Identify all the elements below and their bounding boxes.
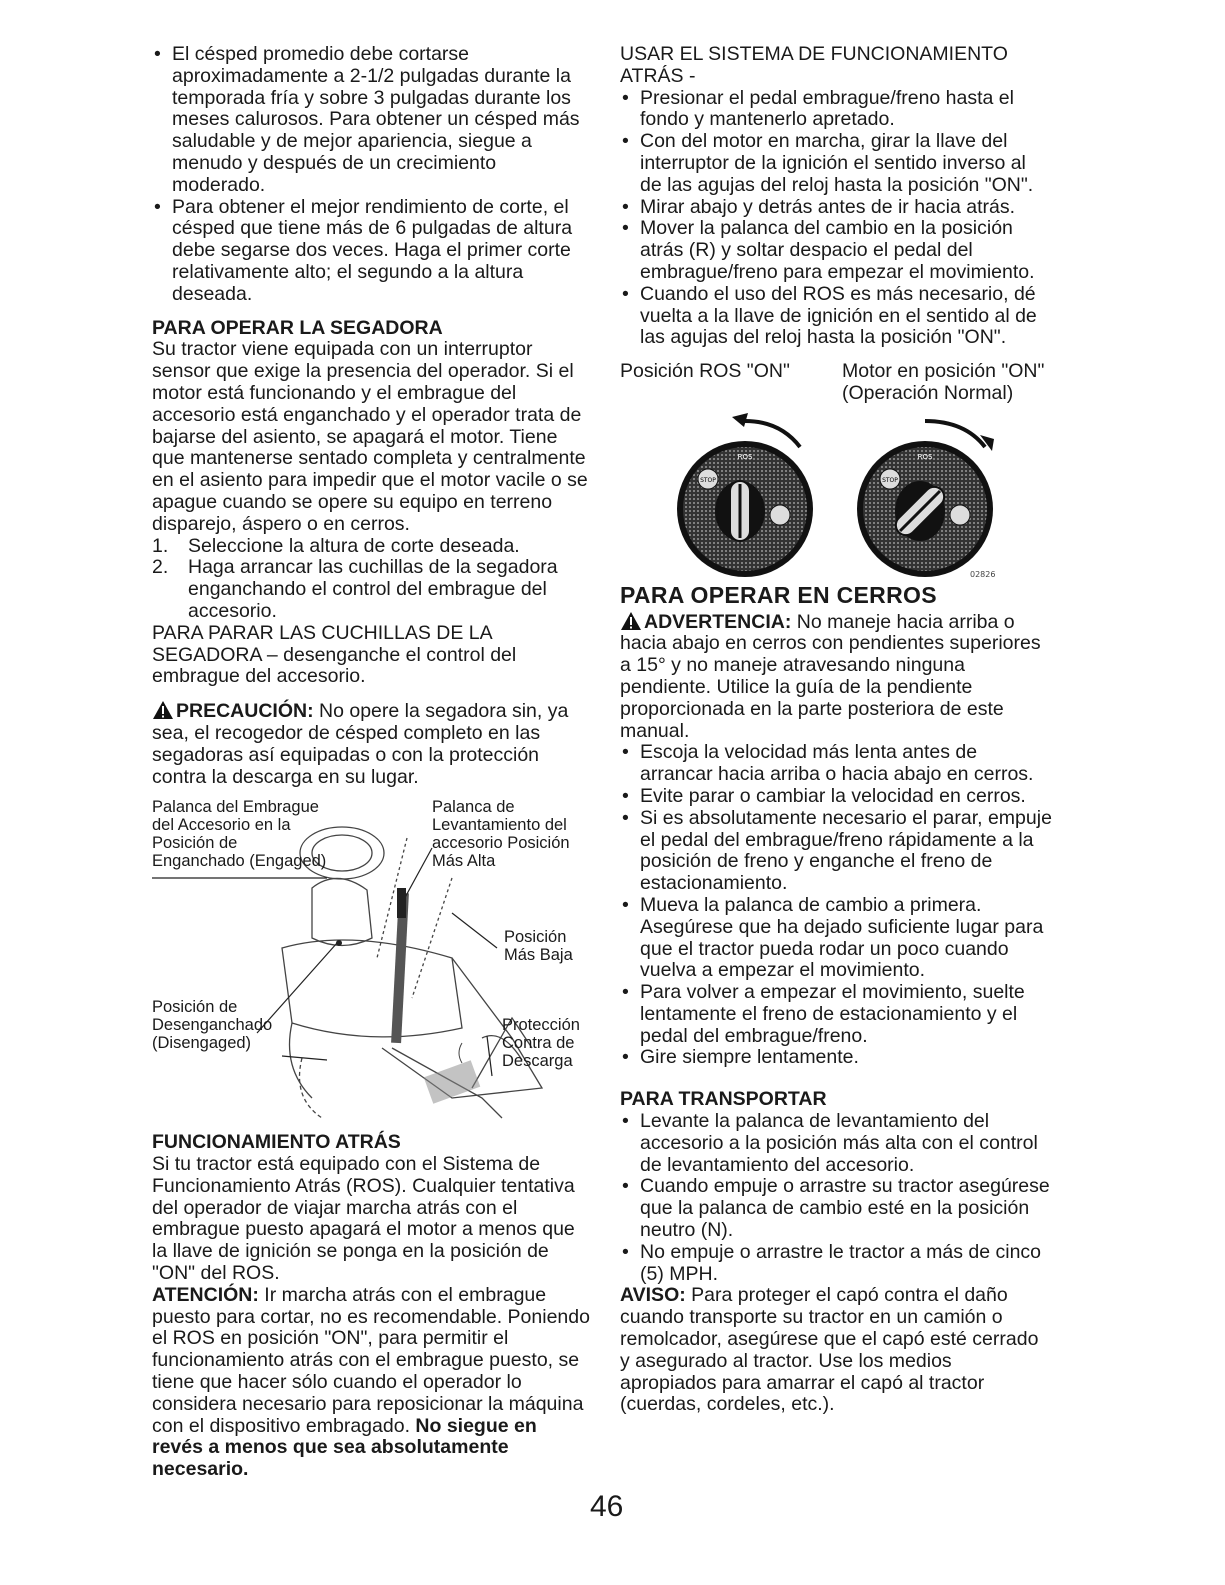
section-heading-operar: PARA OPERAR LA SEGADORA <box>152 316 443 339</box>
advertencia-paragraph: ADVERTENCIA: No maneje hacia arriba o hacia abajo en cerros con pendientes superiores a 15° y no maneje atravesando ninguna pendiente. Utilice la guía de la pendiente proporcionada en la parte posteriora de este manual. <box>620 610 1041 742</box>
page-number: 46 <box>590 1490 624 1523</box>
precaucion-paragraph: PRECAUCIÓN: No opere la segadora sin, ya sea, el recogedor de césped completo en las segadoras así equipadas o con la protección contra la descarga en su lugar. <box>152 700 569 788</box>
svg-text:STOP: STOP <box>882 476 898 484</box>
label-engaged: Palanca del Embrague del Accesorio en la Posición de Enganchado (Engaged) <box>152 798 327 871</box>
list-item: • Para obtener el mejor rendimiento de corte, el césped que tiene más de 6 pulgadas de altura debe segarse dos veces. Haga el primer corte relativamente alto; el segundo a la altura deseada. <box>152 197 592 306</box>
reverse-paragraph: Si tu tractor está equipado con el Sistema de Funcionamiento Atrás (ROS). Cualquier tentativa del operador de viajar marcha atrás con el embrague puesto apagará el motor a menos que la llave de ignición se ponga en la posición de "ON" del ROS. <box>152 1153 575 1285</box>
label-disengaged: Posición de Desenganchado (Disengaged) <box>152 998 273 1053</box>
ros-on-switch-icon <box>677 413 813 577</box>
list-item: 2. Haga arrancar las cuchillas de la segadora enganchando el control del embrague del accesorio. <box>152 556 558 622</box>
ros-heading: USAR EL SISTEMA DE FUNCIONAMIENTO ATRÁS - <box>620 43 1008 87</box>
figure-code: 02826 <box>970 569 996 579</box>
section-heading-reverse: FUNCIONAMIENTO ATRÁS <box>152 1131 401 1154</box>
section-heading-cerros: PARA OPERAR EN CERROS <box>620 581 937 608</box>
list-item: • Si es absolutamente necesario el parar, empuje el pedal del embrague/freno rápidamente a la posición de freno y enganche el freno de estacionamiento. <box>620 808 1052 895</box>
atencion-paragraph: ATENCIÓN: Ir marcha atrás con el embrague puesto para cortar, no es recomendable. Poniendo el ROS en posición "ON", para permitir el funcionamiento atrás con el embrague puesto, se tiene que hacer sólo cuando el operador lo considera necesario para reposicionar la máquina con el dispositivo embragado. No siegue en revés a menos que sea absolutamente necesario. <box>152 1283 590 1481</box>
label-lift-highest: Palanca de Levantamiento del accesorio Posición Más Alta <box>432 798 570 871</box>
warning-icon <box>152 700 174 720</box>
warning-icon <box>620 611 642 631</box>
list-item: • No empuje o arrastre le tractor a más de cinco (5) MPH. <box>620 1242 1052 1286</box>
cerros-list <box>620 742 1052 1069</box>
aviso-paragraph: AVISO: Para proteger el capó contra el daño cuando transporte su tractor en un camión o remolcador, asegúrese que el capó esté cerrado y asegurado al tractor. Use los medios apropiados para amarrar el capó al tractor (cuerdas, cordeles, etc.). <box>620 1284 1039 1416</box>
parar-paragraph: PARA PARAR LAS CUCHILLAS DE LA SEGADORA – desenganche el control del embrague del accesorio. <box>152 621 517 688</box>
list-item: • Cuando empuje o arrastre su tractor asegúrese que la palanca de cambio esté en la posición neutro (N). <box>620 1176 1052 1241</box>
tractor-lever-figure <box>152 798 592 1128</box>
list-item: • Para volver a empezar el movimiento, suelte lentamente el freno de estacionamiento y el pedal del embrague/freno. <box>620 982 1052 1047</box>
transport-list <box>620 1111 1052 1285</box>
motor-on-sublabel: (Operación Normal) <box>842 381 1014 404</box>
list-item: • Evite parar o cambiar la velocidad en cerros. <box>620 786 1052 808</box>
list-item: 1. Seleccione la altura de corte deseada. <box>152 534 520 557</box>
list-item: • Levante la palanca de levantamiento del accesorio a la posición más alta con el control de levantamiento del accesorio. <box>620 1111 1052 1176</box>
steps-list <box>152 536 592 623</box>
list-item: • Gire siempre lentamente. <box>620 1047 1052 1069</box>
list-item: • Mueva la palanca de cambio a primera. Asegúrese que ha dejado suficiente lugar para que el tractor pueda rodar un poco cuando vuelva a empezar el movimiento. <box>620 895 1052 982</box>
motor-on-switch-icon <box>857 421 994 577</box>
list-item: • Con del motor en marcha, girar la llave del interruptor de la ignición el sentido inverso al de las agujas del reloj hasta la posición "ON". <box>620 131 1052 196</box>
list-item: • Mirar abajo y detrás antes de ir hacia atrás. <box>620 197 1052 219</box>
svg-text:STOP: STOP <box>700 476 716 484</box>
svg-text:ROS: ROS <box>737 452 753 461</box>
right-column <box>620 44 1052 1416</box>
ros-steps-list <box>620 88 1052 350</box>
left-column <box>152 44 592 1481</box>
mowing-tips-list <box>152 44 592 306</box>
motor-on-label: Motor en posición "ON" <box>842 360 1045 383</box>
ros-on-label: Posición ROS "ON" <box>620 360 790 383</box>
svg-text:ROS: ROS <box>917 452 933 461</box>
list-item: • Escoja la velocidad más lenta antes de arrancar hacia arriba o hacia abajo en cerros. <box>620 742 1052 786</box>
list-item: • Mover la palanca del cambio en la posición atrás (R) y soltar despacio el pedal del embrague/freno para empezar el movimiento. <box>620 218 1052 283</box>
list-item: • Cuando el uso del ROS es más necesario, dé vuelta a la llave de ignición en el sentido al de las agujas del reloj hasta la posición "ON". <box>620 284 1052 349</box>
key-position-labels <box>620 361 1052 405</box>
list-item: • El césped promedio debe cortarse aproximadamente a 2-1/2 pulgadas durante la temporada fría y sobre 3 pulgadas durante los meses calurosos. Para obtener un césped más saludable y de mejor apariencia, siegue a menudo y después de un crecimiento moderado. <box>152 44 592 197</box>
ignition-key-figure <box>620 409 1052 579</box>
operar-paragraph: Su tractor viene equipada con un interruptor sensor que exige la presencia del operador. Si el motor está funcionando y el embrague del accesorio está enganchado y el operador trata de bajarse del asiento, se apagará el motor. Tiene que mantenerse sentado completa y centralmente en el asiento para impedir que el motor vacile o se apague cuando se opere su equipo en terreno disparejo, áspero o en cerros. <box>152 338 588 535</box>
label-discharge-guard: Protección Contra de Descarga <box>502 1016 580 1071</box>
section-heading-transport: PARA TRANSPORTAR <box>620 1088 827 1111</box>
ignition-key-illustration <box>620 409 1052 579</box>
label-lowest: Posición Más Baja <box>504 928 573 965</box>
list-item: • Presionar el pedal embrague/freno hasta el fondo y mantenerlo apretado. <box>620 88 1052 132</box>
